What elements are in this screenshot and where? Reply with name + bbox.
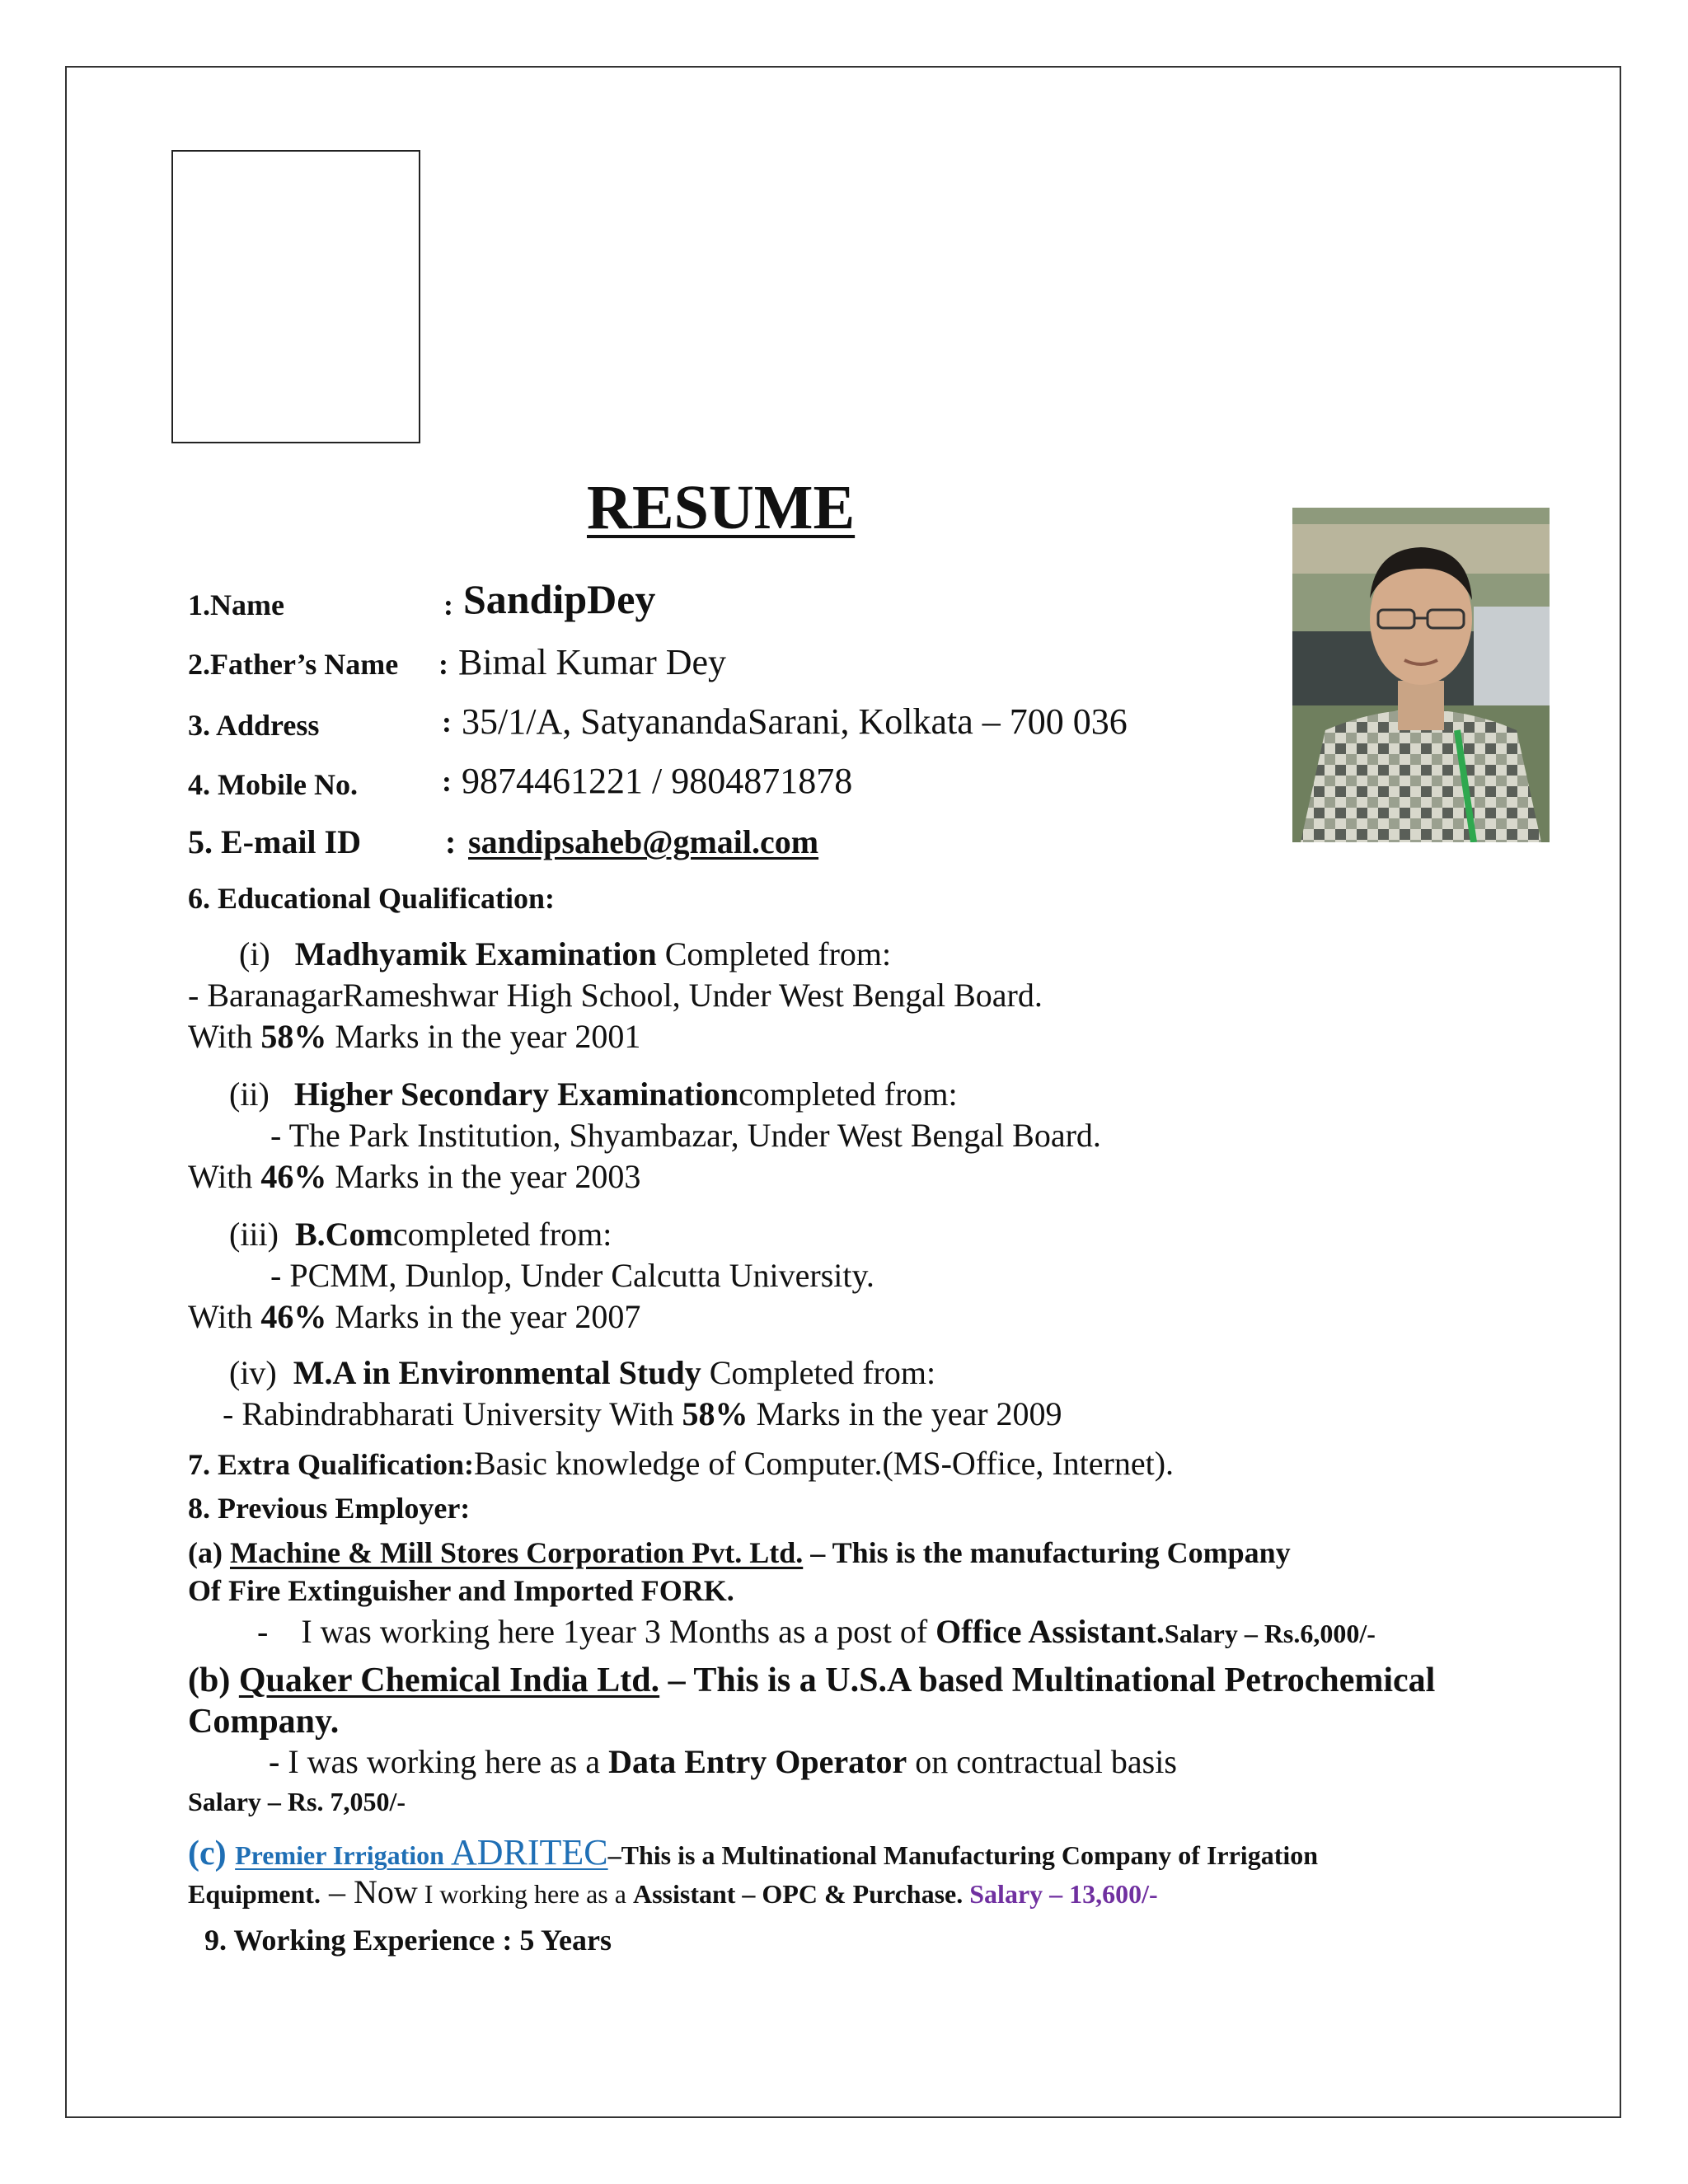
mobile-colon: : [442, 765, 452, 798]
edu-iii-line3: With 46% Marks in the year 2007 [188, 1298, 641, 1335]
address-colon: : [442, 705, 452, 738]
employer-c-link[interactable]: Premier Irrigation ADRITEC [235, 1832, 608, 1872]
employer-c-line2: Equipment. – Now I working here as a Assistant – OPC & Purchase. Salary – 13,600/- [188, 1873, 1158, 1910]
father-value: Bimal Kumar Dey [458, 642, 727, 682]
edu-i-line3: With 58% Marks in the year 2001 [188, 1018, 641, 1055]
employer-b-salary: Salary – Rs. 7,050/- [188, 1787, 406, 1816]
edu-ii-line2: - The Park Institution, Shyambazar, Under West Bengal Board. [270, 1117, 1101, 1154]
mobile-value: 9874461221 / 9804871878 [462, 761, 853, 801]
edu-ii-line1: (ii) Higher Secondary Examinationcompleted from: [229, 1076, 958, 1113]
education-heading: 6. Educational Qualification: [188, 882, 556, 915]
email-label: 5. E-mail ID [188, 823, 361, 860]
employer-c-line1: (c) Premier Irrigation ADRITEC–This is a Multinational Manufacturing Company of Irrigation [188, 1832, 1319, 1872]
father-colon: : [438, 648, 448, 681]
edu-iii-line2: - PCMM, Dunlop, Under Calcutta University. [270, 1257, 874, 1294]
employer-b-line1: (b) Quaker Chemical India Ltd. – This is a U.S.A based Multinational Petrochemical [188, 1661, 1436, 1699]
employer-a-line3: - I was working here 1year 3 Months as a post of Office Assistant.Salary – Rs.6,000/- [257, 1613, 1376, 1650]
address-value: 35/1/A, SatyanandaSarani, Kolkata – 700 036 [462, 701, 1128, 742]
employer-a-line1: (a) Machine & Mill Stores Corporation Pvt. Ltd. – This is the manufacturing Company [188, 1536, 1291, 1569]
email-link[interactable]: sandipsaheb@gmail.com [468, 823, 819, 860]
name-label: 1.Name [188, 588, 284, 621]
employer-heading: 8. Previous Employer: [188, 1492, 471, 1525]
edu-iv-line1: (iv) M.A in Environmental Study Completed from: [229, 1354, 936, 1391]
employer-b-line2: Company. [188, 1703, 340, 1741]
edu-iii-line1: (iii) B.Comcompleted from: [229, 1216, 612, 1253]
photo-placeholder-box [171, 150, 420, 443]
mobile-label: 4. Mobile No. [188, 768, 358, 801]
name-value: SandipDey [463, 576, 656, 622]
edu-iv-line2: - Rabindrabharati University With 58% Marks in the year 2009 [223, 1395, 1062, 1432]
edu-ii-line3: With 46% Marks in the year 2003 [188, 1158, 641, 1195]
page-title: RESUME [587, 473, 856, 542]
profile-photo [1292, 508, 1550, 842]
name-colon: : [443, 588, 453, 621]
email-colon: : [445, 823, 457, 860]
edu-i-line1: (i) Madhyamik Examination Completed from: [239, 935, 892, 972]
father-label: 2.Father’s Name [188, 648, 399, 681]
address-label: 3. Address [188, 709, 320, 742]
employer-b-line3: - I was working here as a Data Entry Operator on contractual basis [269, 1743, 1177, 1780]
employer-a-line2: Of Fire Extinguisher and Imported FORK. [188, 1574, 734, 1607]
working-experience: 9. Working Experience : 5 Years [204, 1924, 612, 1957]
edu-i-line2: - BaranagarRameshwar High School, Under West Bengal Board. [188, 977, 1043, 1014]
extra-qualification: 7. Extra Qualification:Basic knowledge of Computer.(MS-Office, Internet). [188, 1445, 1175, 1482]
